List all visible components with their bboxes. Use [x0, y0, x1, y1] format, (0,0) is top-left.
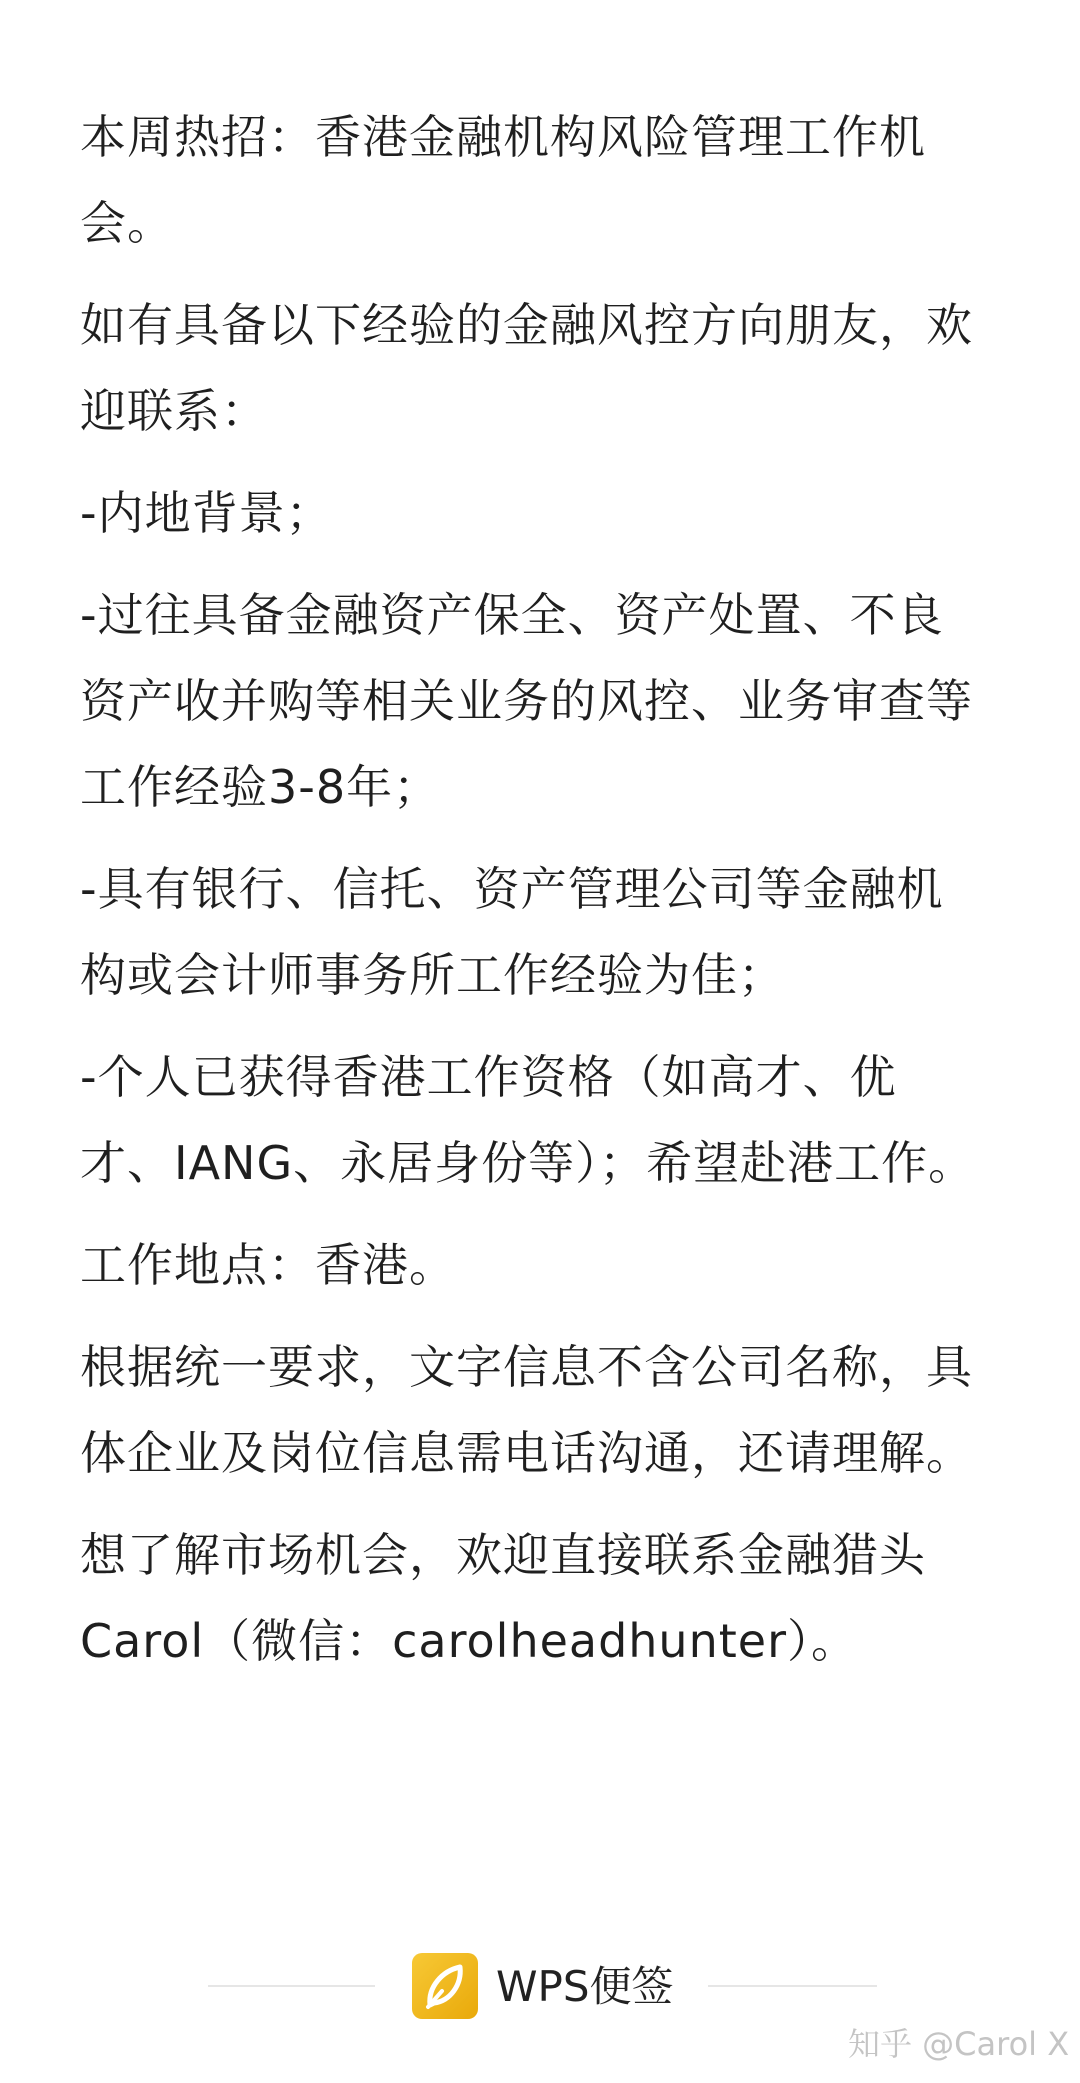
text-line: 体企业及岗位信息需电话沟通，还请理解。	[80, 1426, 973, 1480]
text-line: 想了解市场机会，欢迎直接联系金融猎头	[80, 1528, 926, 1582]
text-line: 工作经验3-8年；	[80, 760, 441, 814]
footer-divider-right	[708, 1985, 877, 1987]
text-line: 根据统一要求，文字信息不含公司名称，具	[80, 1340, 973, 1394]
text-line: -过往具备金融资产保全、资产处置、不良	[80, 588, 944, 642]
paragraph-notice	[80, 1324, 1040, 1496]
requirement-item	[80, 572, 1040, 830]
text-line: 资产收并购等相关业务的风控、业务审查等	[80, 674, 973, 728]
text-line: 迎联系：	[80, 384, 268, 438]
text-line: -个人已获得香港工作资格（如高才、优	[80, 1050, 897, 1104]
text-line: 会。	[80, 196, 174, 250]
wps-note-leaf-icon	[412, 1953, 478, 2019]
requirement-item	[80, 470, 1040, 556]
paragraph-location	[80, 1222, 1040, 1308]
paragraph-contact	[80, 1512, 1040, 1684]
text-line: 才、IANG、永居身份等）；希望赴港工作。	[80, 1136, 976, 1190]
text-line: -具有银行、信托、资产管理公司等金融机	[80, 862, 944, 916]
brand-label: WPS便签	[496, 1962, 674, 2011]
note-content	[80, 94, 1040, 1700]
paragraph-headline	[80, 94, 1040, 266]
footer-divider-left	[208, 1985, 375, 1987]
requirement-item	[80, 1034, 1040, 1206]
paragraph-intro	[80, 282, 1040, 454]
text-line: -内地背景；	[80, 486, 333, 540]
text-line: 工作地点：香港。	[80, 1238, 456, 1292]
text-line: 构或会计师事务所工作经验为佳；	[80, 948, 785, 1002]
text-line: 如有具备以下经验的金融风控方向朋友，欢	[80, 298, 973, 352]
watermark: 知乎 @Carol X	[848, 2025, 1070, 2063]
text-line: Carol（微信：carolheadhunter）。	[80, 1614, 858, 1668]
requirement-item	[80, 846, 1040, 1018]
text-line: 本周热招：香港金融机构风险管理工作机	[80, 110, 926, 164]
